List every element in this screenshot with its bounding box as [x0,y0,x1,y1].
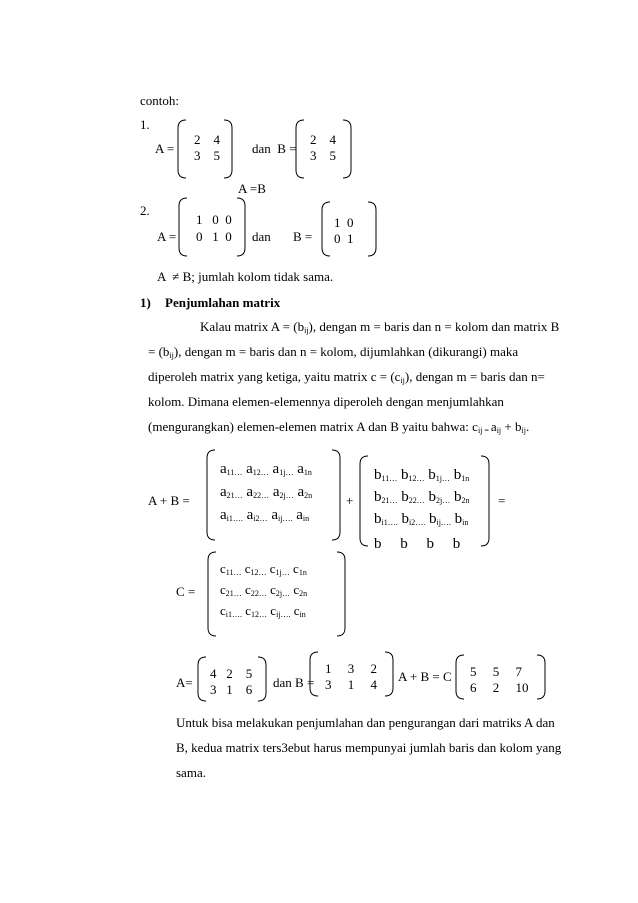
c-matrix-subscript: ij…. [276,610,291,619]
example-1-a-row: 3 5 [194,148,220,163]
general-b-subscript: 22… [408,496,425,505]
general-a-subscript: 2j… [279,491,294,500]
example-3-c-row: 6 2 10 [470,680,529,695]
general-a-element: a [267,507,278,523]
general-a-subscript: 21… [226,491,243,500]
general-a-element: a [242,462,253,477]
example-1-result: A =B [238,181,266,196]
c-matrix-element: c [289,562,299,576]
c-matrix-subscript: in [299,610,306,619]
general-b-element: b [424,489,436,505]
general-b-element: b [450,489,462,505]
general-a-element: a [268,462,280,477]
example-2-a-row: 0 1 0 [196,229,232,244]
general-b-row [374,512,468,527]
general-a-subscript: 2n [304,491,313,500]
example-1-dan: dan B = [252,141,297,156]
c-matrix-subscript: 1j… [275,568,290,577]
general-a-subscript: 11… [226,468,243,477]
c-matrix [218,562,336,632]
general-a-element: a [220,462,227,477]
general-plus: + [346,493,354,508]
c-matrix-subscript: i1…. [225,610,243,619]
c-matrix-element: c [220,582,226,597]
c-matrix-element: c [241,582,251,597]
general-a-subscript: i1…. [226,514,243,523]
example-2-a-row: 1 0 0 [196,212,232,227]
general-b-matrix [372,468,486,548]
c-matrix-element: c [266,562,276,576]
general-b-subscript: in [462,518,469,527]
example-3-dan: dan B = [273,675,315,690]
general-b-subscript: 11… [381,474,398,483]
example-1-b-row: 3 5 [310,148,336,163]
paragraph-line-1: Kalau matrix $A = (b_{ij})$, dengan m = baris dan n = kolom dan matrix B [200,319,560,335]
example-2-b-row: 1 0 [334,215,354,230]
example-3-b-row: 3 1 4 [325,677,377,692]
c-matrix-row [220,583,307,598]
general-a-subscript: ij…. [277,514,293,523]
general-b-element: b [397,468,409,483]
c-matrix-element: c [242,603,252,618]
example-1-a-row: 2 4 [194,132,220,147]
general-a-row [220,508,309,523]
example-3-a-label: A= [176,675,193,690]
general-a-element: a [292,507,303,523]
general-a-row [220,485,312,500]
general-a-element: a [293,462,304,477]
closing-line-2: B, kedua matrix ters3ebut harus mempunyai jumlah baris dan kolom yang [176,740,562,755]
general-a-subscript: i2… [253,514,268,523]
general-a-element: a [293,484,305,500]
example-3-a-row: 3 1 6 [210,682,253,697]
general-sum-label: A + B = [148,493,190,508]
general-b-element: b [397,511,409,527]
example-1-number: 1. [140,117,150,132]
c-matrix-subscript: 12… [250,568,267,577]
general-a-matrix [218,462,336,540]
general-b-element: b [449,468,462,483]
c-matrix-subscript: 21… [225,589,242,598]
general-a-row [220,462,312,477]
c-matrix-row [220,562,307,577]
example-3-c-row: 5 5 7 [470,664,522,679]
general-b-subscript: ij…. [436,518,451,527]
general-b-element: b [397,489,409,505]
example-3-sum-label: A + B = C [398,669,452,684]
general-b-element: b [374,511,382,527]
general-b-row [374,490,469,505]
c-matrix-element: c [266,582,276,597]
c-matrix-subscript: 2j… [275,589,291,598]
general-b-subscript: i1…. [381,518,398,527]
general-b-subscript: 2j… [436,496,451,505]
closing-line-1: Untuk bisa melakukan penjumlahan dan pengurangan dari matriks A dan [176,715,555,730]
paragraph-line-2: = $(b_{ij})$, dengan m = baris dan n = kolom, dijumlahkan (dikurangi) maka [148,344,519,360]
general-b-subscript: 12… [408,474,425,483]
example-2-dan: dan [252,229,271,244]
general-a-element: a [269,484,280,500]
general-b-element: b [450,511,463,527]
general-a-element: a [242,507,254,523]
general-a-subscript: in [302,514,310,523]
example-2-note: A ≠ B; jumlah kolom tidak sama. [157,269,334,284]
general-b-subscript: 21… [381,496,398,505]
c-matrix-element: c [220,603,226,618]
section-title: Penjumlahan matrix [165,295,281,310]
general-a-subscript: 12… [252,468,269,477]
general-a-element: a [220,484,227,500]
c-matrix-subscript: 11… [225,568,242,577]
general-a-subscript: 1j… [279,468,294,477]
general-b-row [374,468,469,483]
general-b-element: b [374,468,382,483]
example-2-number: 2. [140,203,150,218]
general-b-cut-row: b b b b [374,536,461,548]
example-3-b-row: 1 3 2 [325,661,377,676]
c-matrix-element: c [220,562,226,576]
section-number: 1) [140,295,151,310]
c-matrix-subscript: 2n [299,589,308,598]
closing-line-3: sama. [176,765,206,780]
example-1-b-row: 2 4 [310,132,336,147]
c-matrix-element: c [241,562,251,576]
general-b-element: b [424,468,436,483]
general-a-subscript: 1n [303,468,312,477]
general-b-element: b [374,489,382,505]
general-b-subscript: 2n [461,496,470,505]
c-matrix-subscript: 12… [251,610,268,619]
general-equals: = [498,493,506,508]
example-2-b-row: 0 1 [334,231,354,246]
general-a-element: a [220,507,227,523]
general-b-subscript: 1j… [435,474,450,483]
general-a-element: a [242,484,254,500]
paragraph-line-3: diperoleh matrix yang ketiga, yaitu matrix $c = (c_{ij})$, dengan m = baris dan n= [148,369,545,385]
c-matrix-element: c [290,582,300,597]
example-2-b-label: B = [293,229,313,244]
example-2-a-label: A = [157,229,177,244]
c-matrix-subscript: 22… [250,589,267,598]
c-matrix-subscript: 1n [298,568,307,577]
example-1-a-label: A = [155,141,175,156]
paragraph-line-5: (mengurangkan) elemen-elemen matrix A dan B yaitu bahwa: $c_{ij =}$ $a_{ij} + b_{ij}$. [148,419,530,435]
general-b-element: b [425,511,437,527]
c-matrix-element: c [267,603,277,618]
general-a-subscript: 22… [253,491,270,500]
general-b-subscript: 1n [461,474,470,483]
example-heading: contoh: [140,93,179,108]
c-matrix-element: c [290,603,300,618]
c-label: C = [176,584,196,599]
c-matrix-row [220,604,306,619]
paragraph-line-4: kolom. Dimana elemen-elemennya diperoleh dengan menjumlahkan [148,394,504,409]
example-3-a-row: 4 2 5 [210,666,253,681]
general-b-subscript: i2…. [408,518,426,527]
